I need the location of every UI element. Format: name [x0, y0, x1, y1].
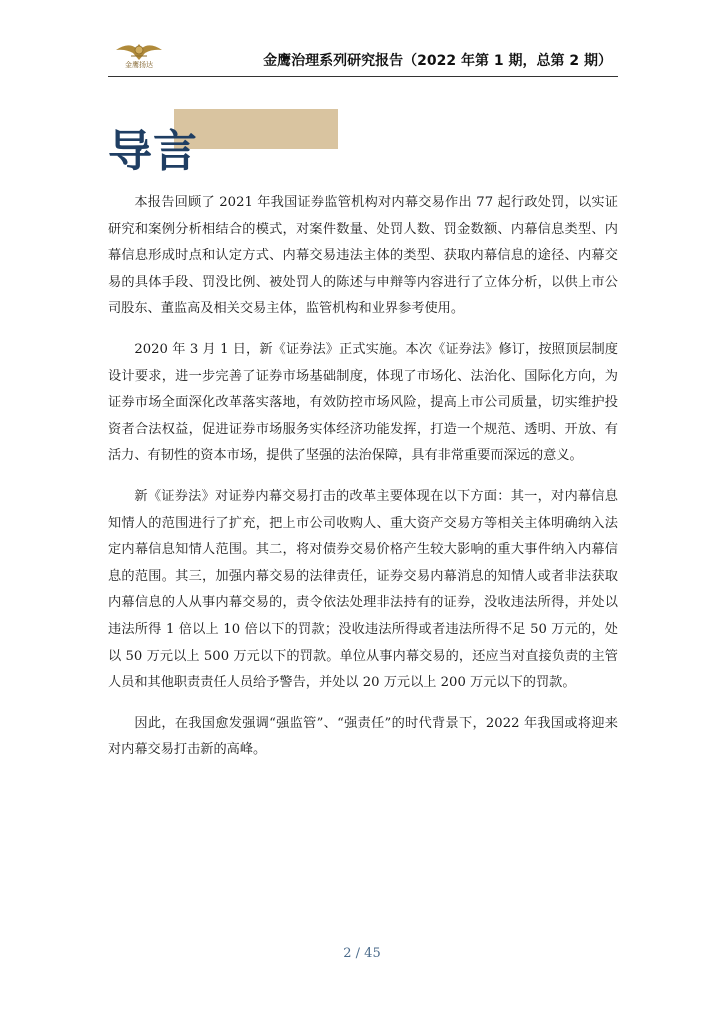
paragraph: 因此，在我国愈发强调“强监管”、“强责任”的时代背景下，2022 年我国或将迎来对内幕交易打击新的高峰。 — [108, 715, 618, 758]
page-title: 导言 — [108, 126, 198, 177]
title-decoration-block — [174, 109, 338, 149]
paragraph: 本报告回顾了 2021 年我国证券监管机构对内幕交易作出 77 起行政处罚，以实证研究和案例分析相结合的模式，对案件数量、处罚人数、罚金数额、内幕信息类型、内幕信息形成时点和认定方式、内幕交易违法主体的类型、获取内幕信息的途径、内幕交易的具体手段、罚没比例、被处罚人的陈述与申辩等内容进行了立体分析，以供上市公司股东、董监高及相关交易主体，监管机构和业界参考使用。 — [108, 195, 618, 317]
paragraph: 新《证券法》对证券内幕交易打击的改革主要体现在以下方面：其一，对内幕信息知情人的范围进行了扩充，把上市公司收购人、重大资产交易方等相关主体明确纳入法定内幕信息知情人范围。其二，将对债券交易价格产生较大影响的重大事件纳入内幕信息的范围。其三，加强内幕交易的法律责任，证券交易内幕消息的知情人或者非法获取内幕信息的人从事内幕交易的，责令依法处理非法持有的证券，没收违法所得，并处以违法所得 1 倍以上 10 倍以下的罚款；没收违法所得或者违法所得不足 50 万元的，处以 50 万元以上 500 万元以下的罚款。单位从事内幕交易的，还应当对直接负责的主管人员和其他职责责任人员给予警告，并处以 20 万元以上 200 万元以下的罚款。 — [108, 488, 618, 691]
logo-text: 金鹰扬达 — [125, 61, 153, 69]
page-number: 2 / 45 — [343, 946, 381, 961]
report-series-title: 金鹰治理系列研究报告（2022 年第 1 期，总第 2 期） — [263, 53, 612, 69]
paragraph: 2020 年 3 月 1 日，新《证券法》正式实施。本次《证券法》修订，按照顶层制度设计要求，进一步完善了证券市场基础制度，体现了市场化、法治化、国际化方向，为证券市场全面深化改革落实落地，有效防控市场风险，提高上市公司质量，切实维护投资者合法权益，促进证券市场服务实体经济功能发挥，打造一个规范、透明、开放、有活力、有韧性的资本市场，提供了坚强的法治保障，具有非常重要而深远的意义。 — [108, 341, 618, 464]
page-header — [108, 34, 618, 77]
body-text — [108, 190, 618, 778]
